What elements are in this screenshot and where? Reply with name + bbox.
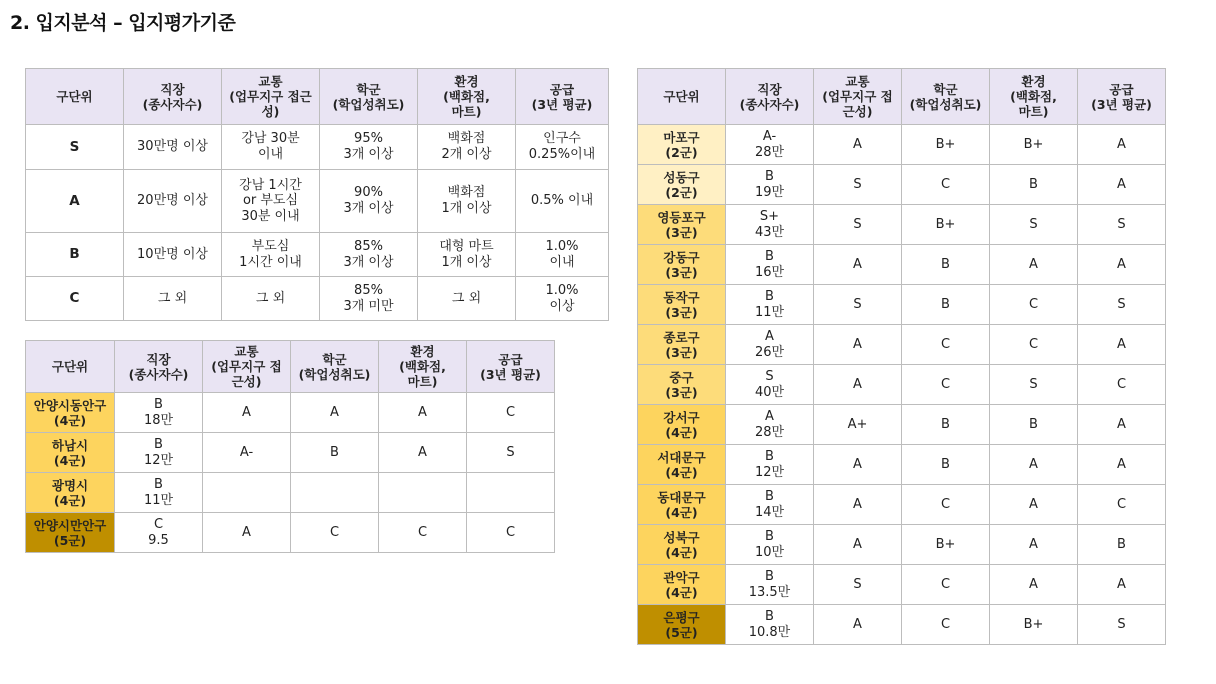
cell-environment: A [990,485,1078,525]
header-jobs: 직장 (종사자수) [726,69,814,125]
cell-school: C [902,165,990,205]
cell-jobs: B 11만 [115,473,203,513]
district-name: 하남시 (4군) [26,433,115,473]
table-row [638,365,1166,405]
header-school: 학군 (학업성취도) [291,341,379,393]
cell-school: A [291,393,379,433]
district-name: 안양시만안구 (5군) [26,513,115,553]
header-supply: 공급 (3년 평균) [467,341,555,393]
cell-school: C [291,513,379,553]
district-name: 안양시동안구 (4군) [26,393,115,433]
cell-environment: C [990,285,1078,325]
cell-environment: 대형 마트 1개 이상 [418,233,516,277]
cell-environment: C [379,513,467,553]
criteria-table [25,68,609,321]
cell-environment [379,473,467,513]
cell-jobs: S+ 43만 [726,205,814,245]
cell-supply: C [467,513,555,553]
cell-supply: A [1078,405,1166,445]
cell-school: 95% 3개 이상 [320,125,418,170]
criteria-row [26,277,609,321]
seoul-table [637,68,1166,645]
cell-school: C [902,485,990,525]
criteria-row [26,170,609,233]
cell-environment: A [990,565,1078,605]
cell-supply: A [1078,245,1166,285]
district-name: 광명시 (4군) [26,473,115,513]
table-row [638,285,1166,325]
cell-jobs: 30만명 이상 [124,125,222,170]
cell-jobs: 그 외 [124,277,222,321]
header-environment: 환경 (백화점, 마트) [418,69,516,125]
cell-supply: A [1078,325,1166,365]
cell-school: 85% 3개 이상 [320,233,418,277]
cell-supply: S [1078,205,1166,245]
header-district: 구단위 [638,69,726,125]
cell-school: B+ [902,205,990,245]
cell-jobs: A 28만 [726,405,814,445]
cell-transport: S [814,565,902,605]
cell-transport: A- [203,433,291,473]
cell-jobs: A- 28만 [726,125,814,165]
cell-jobs: B 19만 [726,165,814,205]
cell-transport: 그 외 [222,277,320,321]
header-transport: 교통 (업무지구 접 근성) [203,341,291,393]
cell-school: 90% 3개 이상 [320,170,418,233]
district-name: 은평구 (5군) [638,605,726,645]
district-name: 마포구 (2군) [638,125,726,165]
district-name: 중구 (3군) [638,365,726,405]
district-name: 영등포구 (3군) [638,205,726,245]
grade-label: C [26,277,124,321]
header-jobs: 직장 (종사자수) [124,69,222,125]
table-row [638,525,1166,565]
cell-transport: A [814,365,902,405]
cell-environment: A [990,445,1078,485]
cell-environment: B [990,405,1078,445]
cell-jobs: 10만명 이상 [124,233,222,277]
cell-supply: 0.5% 이내 [516,170,609,233]
cell-supply [467,473,555,513]
grade-label: A [26,170,124,233]
criteria-header-row [26,69,609,125]
cell-school [291,473,379,513]
cell-supply: S [1078,285,1166,325]
cell-transport: 강남 30분 이내 [222,125,320,170]
cell-environment: S [990,205,1078,245]
cell-environment: 백화점 1개 이상 [418,170,516,233]
table-row [638,485,1166,525]
cell-transport: A [814,525,902,565]
cell-jobs: 20만명 이상 [124,170,222,233]
district-name: 서대문구 (4군) [638,445,726,485]
criteria-row [26,125,609,170]
header-school: 학군 (학업성취도) [902,69,990,125]
header-district: 구단위 [26,69,124,125]
cell-supply: C [1078,485,1166,525]
cell-supply: 1.0% 이상 [516,277,609,321]
cell-transport: A+ [814,405,902,445]
cell-transport: A [814,325,902,365]
cell-environment: B+ [990,125,1078,165]
cell-transport: S [814,285,902,325]
cell-transport: A [814,125,902,165]
table-row [638,565,1166,605]
cell-supply: A [1078,125,1166,165]
cell-environment: A [990,525,1078,565]
cell-transport: A [814,245,902,285]
cell-environment: C [990,325,1078,365]
cell-jobs: B 11만 [726,285,814,325]
cell-jobs: B 16만 [726,245,814,285]
table-row [638,245,1166,285]
cell-transport: S [814,205,902,245]
cell-jobs: A 26만 [726,325,814,365]
cell-jobs: C 9.5 [115,513,203,553]
cell-supply: A [1078,445,1166,485]
cell-school: B+ [902,525,990,565]
cell-school: C [902,325,990,365]
header-transport: 교통 (업무지구 접근 성) [222,69,320,125]
criteria-row [26,233,609,277]
header-district: 구단위 [26,341,115,393]
cell-transport: A [814,445,902,485]
cell-environment: 그 외 [418,277,516,321]
district-name: 강동구 (3군) [638,245,726,285]
cell-school: C [902,605,990,645]
cell-environment: 백화점 2개 이상 [418,125,516,170]
cell-jobs: B 10만 [726,525,814,565]
header-transport: 교통 (업무지구 접 근성) [814,69,902,125]
table-row [26,433,555,473]
cell-supply: S [467,433,555,473]
district-name: 강서구 (4군) [638,405,726,445]
cell-transport: A [203,513,291,553]
cell-school: C [902,565,990,605]
table-row [638,325,1166,365]
cell-environment: A [379,393,467,433]
cell-jobs: B 12만 [115,433,203,473]
district-name: 동작구 (3군) [638,285,726,325]
cell-supply: A [1078,165,1166,205]
district-name: 성북구 (4군) [638,525,726,565]
cell-school: B [902,405,990,445]
table-row [26,393,555,433]
grade-label: B [26,233,124,277]
cell-supply: C [467,393,555,433]
table-row [638,445,1166,485]
header-supply: 공급 (3년 평균) [516,69,609,125]
cell-jobs: B 12만 [726,445,814,485]
cell-transport: 강남 1시간 or 부도심 30분 이내 [222,170,320,233]
district-name: 동대문구 (4군) [638,485,726,525]
table-row [638,405,1166,445]
table-row [638,125,1166,165]
district-name: 관악구 (4군) [638,565,726,605]
header-environment: 환경 (백화점, 마트) [990,69,1078,125]
grade-label: S [26,125,124,170]
cell-environment: A [379,433,467,473]
cell-transport: S [814,165,902,205]
header-jobs: 직장 (종사자수) [115,341,203,393]
cell-transport: A [814,605,902,645]
table-row [638,205,1166,245]
district-name: 성동구 (2군) [638,165,726,205]
cell-supply: 인구수 0.25%이내 [516,125,609,170]
cell-jobs: B 18만 [115,393,203,433]
table-row [26,473,555,513]
cell-school: B [291,433,379,473]
cell-supply: S [1078,605,1166,645]
cell-jobs: B 10.8만 [726,605,814,645]
cell-transport: 부도심 1시간 이내 [222,233,320,277]
cell-school: 85% 3개 미만 [320,277,418,321]
cell-supply: A [1078,565,1166,605]
cell-supply: B [1078,525,1166,565]
table-row [638,605,1166,645]
page-title: 2. 입지분석 – 입지평가기준 [10,12,236,34]
header-supply: 공급 (3년 평균) [1078,69,1166,125]
cell-jobs: S 40만 [726,365,814,405]
cell-school: B [902,285,990,325]
cell-environment: A [990,245,1078,285]
table-row [638,165,1166,205]
header-environment: 환경 (백화점, 마트) [379,341,467,393]
cell-transport [203,473,291,513]
seoul-header-row [638,69,1166,125]
cell-school: C [902,365,990,405]
cell-school: B [902,245,990,285]
cell-jobs: B 13.5만 [726,565,814,605]
table-row [26,513,555,553]
gyeonggi-table [25,340,555,553]
cell-supply: C [1078,365,1166,405]
cell-transport: A [814,485,902,525]
gyeonggi-header-row [26,341,555,393]
cell-school: B [902,445,990,485]
cell-environment: S [990,365,1078,405]
cell-transport: A [203,393,291,433]
cell-supply: 1.0% 이내 [516,233,609,277]
cell-school: B+ [902,125,990,165]
cell-jobs: B 14만 [726,485,814,525]
header-school: 학군 (학업성취도) [320,69,418,125]
district-name: 종로구 (3군) [638,325,726,365]
cell-environment: B [990,165,1078,205]
cell-environment: B+ [990,605,1078,645]
